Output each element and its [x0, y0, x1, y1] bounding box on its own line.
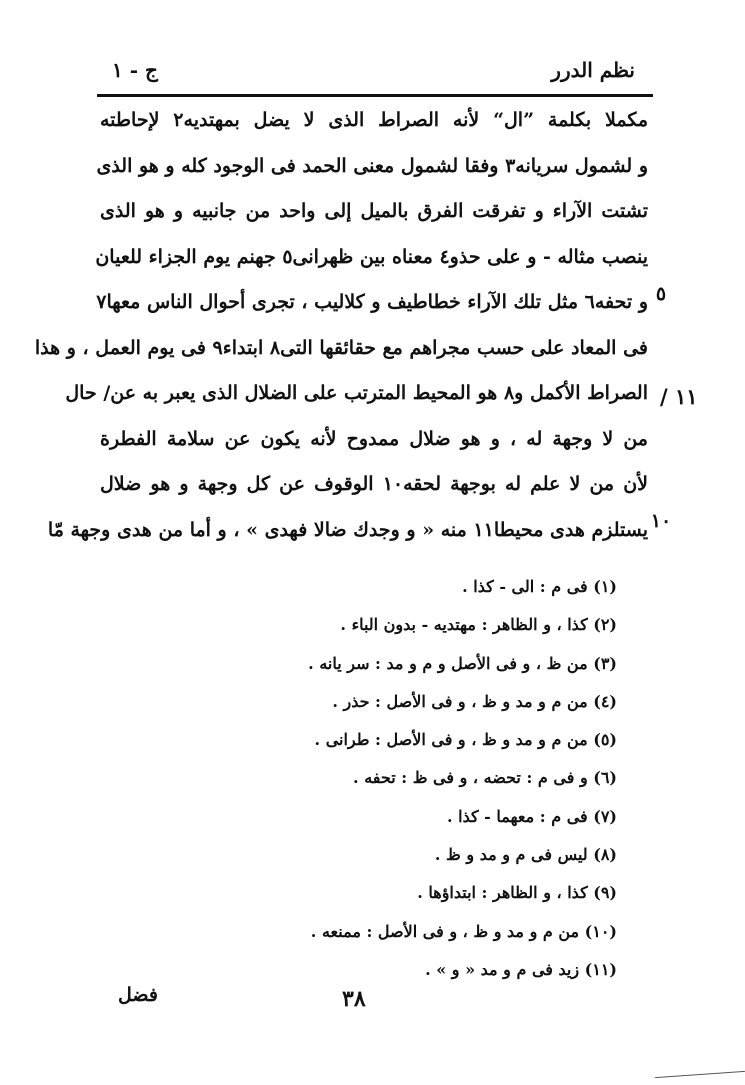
footnote: (٦) و فى م : تحضه ، و فى ظ : تحفه . — [353, 768, 617, 788]
text-line: مكملا بكلمة ”ال“ لأنه الصراط الذى لا يضل بمهتديه٢ لإحاطته — [100, 109, 648, 131]
text-line: تشتت الآراء و تفرقت الفرق بالميل إلى واحد من جانبيه و هو الذى — [100, 200, 648, 222]
running-title: نظم الدرر — [551, 58, 635, 82]
footnote: (٢) كذا ، و الظاهر : مهتديه - بدون الباء . — [340, 615, 617, 635]
footnote: (١١) زيد فى م و مد « و » . — [425, 959, 617, 979]
footnote: (٨) ليس فى م و مد و ظ . — [434, 845, 617, 865]
footnote: (٩) كذا ، و الظاهر : ابتداؤها . — [417, 883, 617, 903]
footnote: (٤) من م و مد و ظ ، و فى الأصل : حذر . — [332, 691, 617, 711]
line-number-10: ١٠ — [650, 510, 672, 532]
text-line: فى المعاد على حسب مجراهم مع حقائقها التى٨ ابتداء٩ فى يوم العمل ، و هذا — [34, 336, 648, 359]
footnote: (٣) من ظ ، و فى الأصل و م و مد : سر يانه . — [308, 653, 617, 673]
footnote: (١٠) من م و مد و ظ ، و فى الأصل : ممنعه . — [310, 921, 617, 941]
catchword: فضل — [118, 984, 158, 1006]
text-line: الصراط الأكمل و٨ هو المحيط المترتب على الضلال الذى يعبر به عن/ حال — [65, 382, 648, 404]
line-number-5: ٥ — [655, 283, 667, 305]
text-line: من لا وجهة له ، و هو ضلال ممدوح لأنه يكون عن سلامة الفطرة — [100, 427, 648, 450]
text-line: و لشمول سريانه٣ وفقا لشمول معنى الحمد فى الوجود كله و هو الذى — [96, 154, 648, 177]
text-line: و تحفه٦ مثل تلك الآراء خطاطيف و كلاليب ، تجرى أحوال الناس معها٧ — [96, 291, 648, 313]
text-line: لأن من لا علم له بوجهة لحقه١٠ الوقوف عن كل وجهة و هو ضلال — [100, 473, 648, 495]
footnotes — [117, 568, 617, 989]
margin-folio-note: ١١ / — [660, 384, 698, 409]
main-text — [34, 98, 648, 553]
text-line: ينصب مثاله - و على حذو٤ معناه بين ظهرانى٥ جهنم يوم الجزاء للعيان — [95, 245, 648, 268]
text-line: يستلزم هدى محيطا١١ منه « و وجدك ضالا فهدى » ، و أما من هدى وجهة مّا — [47, 518, 648, 541]
page-number: ٣٨ — [342, 986, 366, 1012]
footnote: (٧) فى م : معهما - كذا . — [447, 806, 617, 826]
footnote: (٥) من م و مد و ظ ، و فى الأصل : طرانى . — [314, 730, 617, 750]
scan-edge-line — [655, 1071, 745, 1078]
volume-label: ج - ١ — [112, 58, 158, 82]
header-rule — [97, 94, 653, 97]
footnote: (١) فى م : الى - كذا . — [462, 577, 617, 596]
